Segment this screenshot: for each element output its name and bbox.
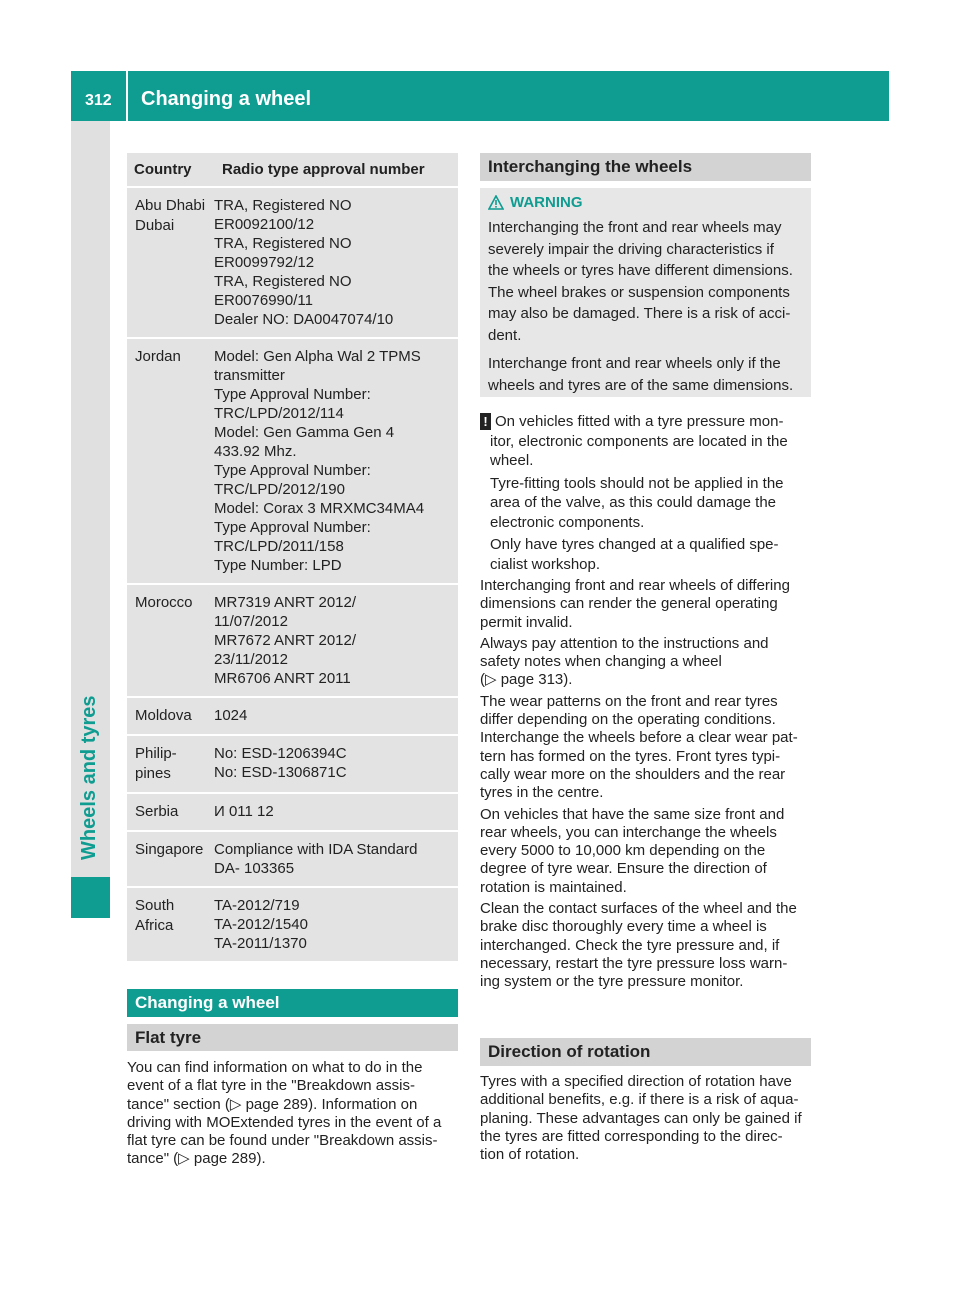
body-paragraph — [480, 577, 815, 632]
text-line: electronic components. — [490, 513, 645, 531]
section-title-changing-wheel: Changing a wheel — [127, 989, 458, 1017]
warning-triangle-icon — [488, 195, 504, 210]
approval-line: Type Number: LPD — [214, 557, 342, 574]
radio-approval-table — [127, 153, 458, 961]
approval-number-cell — [213, 840, 458, 878]
country-cell — [127, 706, 213, 726]
country-cell — [127, 196, 213, 329]
country-name: Morocco — [135, 594, 193, 611]
text-line: interchanged. Check the tyre pressure and, if — [480, 936, 780, 954]
text-line: tance" section (▷ page 289). Information on — [127, 1095, 418, 1113]
approval-line: No: ESD-1206394C — [214, 745, 347, 762]
text-line: Always pay attention to the instructions and — [480, 634, 769, 652]
country-name: Moldova — [135, 707, 192, 724]
approval-number-cell — [213, 593, 458, 688]
approval-line: No: ESD-1306871C — [214, 764, 347, 781]
approval-line: 23/11/2012 — [214, 651, 288, 668]
text-line: additional benefits, e.g. if there is a risk of aqua- — [480, 1091, 799, 1109]
flat-tyre-text — [127, 1059, 462, 1169]
text-line: planing. These advantages can only be gained if — [480, 1109, 802, 1127]
page-number: 312 — [85, 92, 112, 109]
text-line: The wheel brakes or suspension components — [488, 283, 790, 301]
chapter-label: Wheels and tyres — [78, 695, 100, 860]
warning-heading — [488, 194, 803, 211]
text-line: tyres in the centre. — [480, 784, 604, 802]
table-row — [127, 886, 458, 961]
approval-number-cell — [213, 802, 458, 822]
country-name: Abu Dhabi — [135, 197, 206, 214]
approval-line: DA- 103365 — [214, 860, 295, 877]
text-line: ing system or the tyre pressure monitor. — [480, 973, 744, 991]
approval-line: TRA, Registered NO — [214, 273, 352, 290]
body-paragraph — [480, 806, 815, 897]
approval-number-cell — [213, 706, 458, 726]
text-line: You can find information on what to do in the — [127, 1059, 423, 1076]
note-continuation — [480, 432, 815, 471]
note-first-line: On vehicles fitted with a tyre pressure mon- — [495, 413, 784, 430]
country-name: Africa — [135, 917, 174, 934]
interchanging-body — [480, 577, 815, 995]
approval-line: Dealer NO: DA0047074/10 — [214, 311, 394, 328]
approval-line: TRC/LPD/2011/158 — [214, 538, 344, 555]
approval-number-cell — [213, 744, 458, 784]
text-line: cialist workshop. — [490, 555, 601, 573]
note-paragraph-1 — [480, 412, 815, 471]
approval-line: TRA, Registered NO — [214, 197, 352, 214]
text-line: severely impair the driving characteristics if — [488, 240, 774, 258]
text-line: every 5000 to 10,000 km depending on the — [480, 842, 766, 860]
column-header-country: Country — [134, 161, 192, 178]
text-line: tern has formed on the tyres. Front tyres typi- — [480, 747, 781, 765]
header-divider — [126, 71, 128, 121]
country-name: Philip- — [135, 745, 177, 762]
country-name: Dubai — [135, 217, 175, 234]
text-line: permit invalid. — [480, 613, 573, 631]
table-row — [127, 734, 458, 792]
text-line: safety notes when changing a wheel — [480, 653, 722, 671]
approval-line: TRC/LPD/2012/190 — [214, 481, 345, 498]
text-line: Interchanging front and rear wheels of differing — [480, 577, 790, 594]
text-line: dimensions can render the general operating — [480, 595, 778, 613]
approval-number-cell — [213, 896, 458, 953]
approval-line: TA-2012/1540 — [214, 916, 308, 933]
approval-number-cell — [213, 196, 458, 329]
table-body — [127, 186, 458, 961]
approval-line: transmitter — [214, 367, 285, 384]
table-row — [127, 337, 458, 583]
text-line: driving with MOExtended tyres in the event of a — [127, 1113, 442, 1131]
section-title-direction: Direction of rotation — [480, 1038, 811, 1066]
text-line: flat tyre can be found under "Breakdown assis- — [127, 1132, 438, 1150]
note-block — [480, 412, 815, 574]
text-line: Only have tyres changed at a qualified spe- — [490, 536, 779, 553]
approval-line: 1024 — [214, 707, 248, 724]
body-paragraph — [480, 900, 815, 991]
text-line: wheels and tyres are of the same dimensions. — [488, 376, 794, 394]
approval-number-cell — [213, 347, 458, 575]
table-row — [127, 792, 458, 830]
body-paragraph — [480, 635, 815, 690]
text-line: degree of tyre wear. Ensure the direction of — [480, 860, 767, 878]
approval-line: ER0099792/12 — [214, 254, 315, 271]
country-name: Singapore — [135, 841, 204, 858]
note-icon: ! — [480, 413, 491, 430]
country-cell — [127, 744, 213, 784]
section-title-interchanging: Interchanging the wheels — [480, 153, 811, 181]
approval-line: И 011 12 — [214, 803, 274, 820]
country-name: Jordan — [135, 348, 181, 365]
text-line: differ depending on the operating conditions. — [480, 711, 776, 729]
approval-line: Type Approval Number: — [214, 519, 371, 536]
text-line: dent. — [488, 326, 522, 344]
text-line: The wear patterns on the front and rear tyres — [480, 692, 778, 710]
country-name: pines — [135, 765, 171, 782]
approval-line: Model: Gen Gamma Gen 4 — [214, 424, 395, 441]
text-line: cally wear more on the shoulders and the rear — [480, 765, 786, 783]
country-cell — [127, 802, 213, 822]
text-line: Tyres with a specified direction of rotation have — [480, 1073, 792, 1090]
table-row — [127, 830, 458, 886]
table-row — [127, 696, 458, 734]
text-line: rotation is maintained. — [480, 878, 627, 896]
body-paragraph — [480, 693, 815, 803]
approval-line: TRA, Registered NO — [214, 235, 352, 252]
text-line: Tyre-fitting tools should not be applied in the — [490, 474, 784, 492]
text-line: event of a flat tyre in the "Breakdown assis- — [127, 1077, 415, 1095]
text-line: area of the valve, as this could damage the — [490, 494, 777, 511]
direction-text — [480, 1073, 815, 1164]
country-cell — [127, 840, 213, 878]
approval-line: MR6706 ANRT 2011 — [214, 670, 351, 687]
text-line: wheel. — [490, 452, 534, 469]
country-cell — [127, 347, 213, 575]
text-line: may also be damaged. There is a risk of acci- — [488, 305, 791, 322]
text-line: Interchange the wheels before a clear wear pat- — [480, 729, 798, 747]
approval-line: TA-2012/719 — [214, 897, 300, 914]
text-line: Clean the contact surfaces of the wheel and the — [480, 900, 797, 918]
approval-line: ER0076990/11 — [214, 292, 313, 309]
text-line: On vehicles that have the same size front and — [480, 805, 785, 823]
approval-line: 433.92 Mhz. — [214, 443, 297, 460]
text-line: the tyres are fitted corresponding to the direc- — [480, 1127, 783, 1145]
text-line: Interchange front and rear wheels only if the — [488, 355, 781, 372]
text-line: tance" (▷ page 289). — [127, 1150, 266, 1168]
approval-line: Model: Corax 3 MRXMC34MA4 — [214, 500, 425, 517]
text-line: brake disc thoroughly every time a wheel is — [480, 918, 767, 936]
country-cell — [127, 896, 213, 953]
approval-line: ER0092100/12 — [214, 216, 315, 233]
table-header — [127, 153, 458, 186]
approval-line: Type Approval Number: — [214, 386, 371, 403]
table-row — [127, 583, 458, 696]
country-cell — [127, 593, 213, 688]
warning-box — [480, 188, 811, 397]
country-name: South — [135, 897, 175, 914]
approval-line: Model: Gen Alpha Wal 2 TPMS — [214, 348, 421, 365]
approval-line: TA-2011/1370 — [214, 935, 307, 952]
text-line: rear wheels, you can interchange the wheels — [480, 823, 777, 841]
note-paragraph-3 — [480, 535, 815, 574]
column-header-number: Radio type approval number — [222, 161, 425, 178]
text-line: the wheels or tyres have different dimensions. — [488, 262, 793, 279]
approval-line: TRC/LPD/2012/114 — [214, 405, 344, 422]
table-row — [127, 186, 458, 337]
text-line: tion of rotation. — [480, 1146, 580, 1164]
text-line: necessary, restart the tyre pressure loss warn- — [480, 954, 788, 972]
subsection-title-flat-tyre: Flat tyre — [127, 1024, 458, 1051]
warning-label: WARNING — [510, 194, 583, 211]
approval-line: MR7672 ANRT 2012/ — [214, 632, 357, 649]
approval-line: Type Approval Number: — [214, 462, 371, 479]
warning-paragraph-2 — [488, 353, 803, 396]
warning-paragraph-1 — [488, 217, 803, 346]
approval-line: 11/07/2012 — [214, 613, 288, 630]
page-title: Changing a wheel — [141, 88, 312, 110]
country-name: Serbia — [135, 803, 179, 820]
text-line: itor, electronic components are located in the — [490, 432, 788, 450]
side-tab-marker — [71, 877, 110, 918]
text-line: Interchanging the front and rear wheels may — [488, 219, 782, 236]
approval-line: MR7319 ANRT 2012/ — [214, 594, 357, 611]
approval-line: Compliance with IDA Standard — [214, 841, 418, 858]
text-line: (▷ page 313). — [480, 671, 573, 689]
note-paragraph-2 — [480, 474, 815, 533]
